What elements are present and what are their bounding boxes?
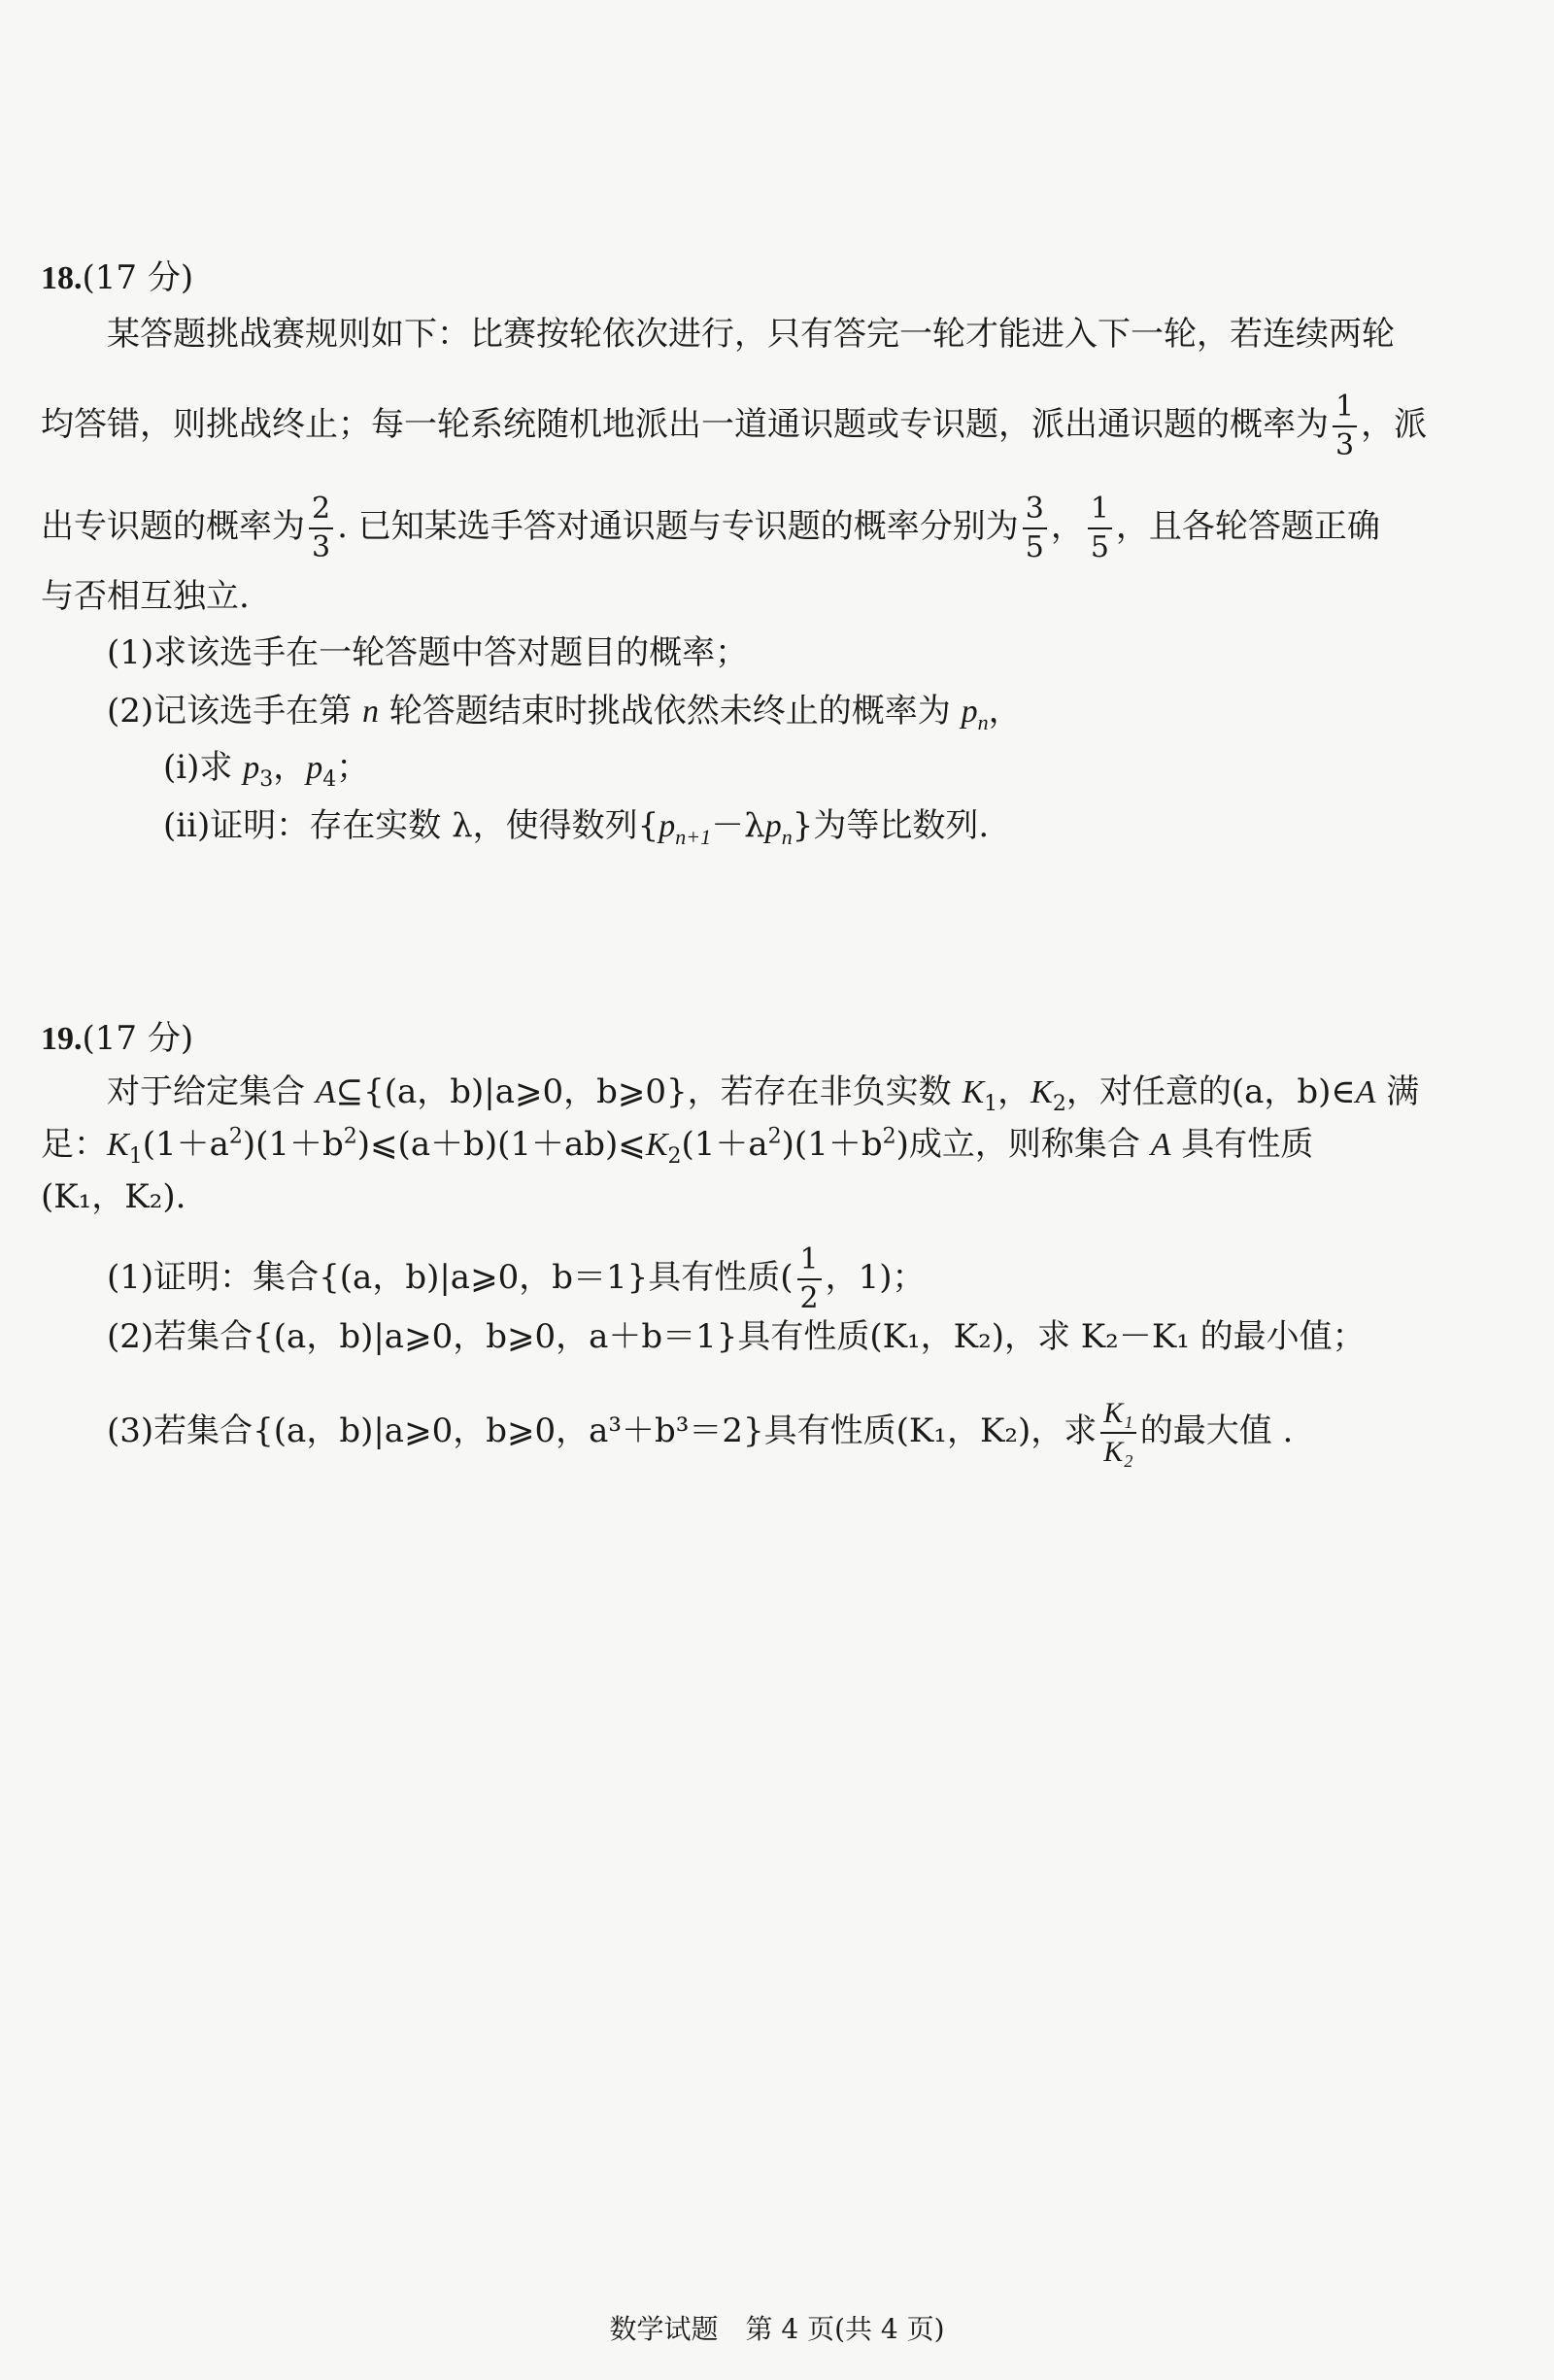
- q18-line1: 某答题挑战赛规则如下：比赛按轮依次进行，只有答完一轮才能进入下一轮，若连续两轮: [107, 315, 1395, 354]
- q19-number: 19.: [41, 1021, 83, 1057]
- q19-part1: (1)证明：集合{(a，b)|a⩾0，b＝1}具有性质( $\frac{1}{2}$ ，1)；: [107, 1242, 926, 1315]
- fraction-k1-k2: $\frac{\text{K₁}}{\text{K₂}}$: [1100, 1395, 1135, 1471]
- q18-line2: 均答错，则挑战终止；每一轮系统随机地派出一道通识题或专识题，派出通识题的概率为 $\frac{1}{3}$ ，派: [41, 390, 1428, 462]
- q19-part3: (3)若集合{(a，b)|a⩾0，b⩾0，a³＋b³＝2}具有性质(K₁，K₂)，求 $\frac{\text{K₁}}{\text{K₂}}$ 的最大值 .: [107, 1395, 1486, 1471]
- q19-line1: 对于给定集合 A⊆{(a，b)|a⩾0，b⩾0}，若存在非负实数 $K_1$，$K_2$，对任意的(a，b)∈A 满: [107, 1072, 1420, 1116]
- q18-part2: (2)记该选手在第 n 轮答题结束时挑战依然未终止的概率为 $p_n$，: [107, 692, 1022, 734]
- fraction-1-2: $\frac{1}{2}$: [797, 1241, 822, 1317]
- q18-part2-i: (i)求 $p_3$，$p_4$；: [163, 748, 370, 792]
- fraction-2-3: $\frac{2}{3}$: [309, 491, 333, 566]
- q19-line3: (K₁，K₂).: [41, 1177, 186, 1216]
- fraction-1-5: $\frac{1}{5}$: [1088, 491, 1112, 566]
- q19-part2: (2)若集合{(a，b)|a⩾0，b⩾0，a＋b＝1}具有性质(K₁，K₂)，求 K₂－K₁ 的最小值；: [107, 1317, 1366, 1356]
- q19-points: (17 分): [82, 1019, 194, 1058]
- fraction-3-5: $\frac{3}{5}$: [1023, 491, 1047, 566]
- q18-points: (17 分): [82, 258, 194, 297]
- q18-number: 18.: [41, 260, 83, 296]
- page-footer: 数学试题 第 4 页(共 4 页): [609, 2313, 945, 2345]
- q18-line3: 出专识题的概率为 $\frac{2}{3}$ . 已知某选手答对通识题与专识题的概率分别为 $\frac{3}{5}$ ， $\frac{1}{5}$ ，且各轮答题正确: [41, 492, 1380, 564]
- q18-part1: (1)求该选手在一轮答题中答对题目的概率；: [107, 633, 749, 672]
- fraction-1-3: $\frac{1}{3}$: [1333, 389, 1357, 464]
- q18-part2-ii: (ii)证明：存在实数 λ，使得数列$\{p_{n+1}-\lambda p_n\}$为等比数列.: [163, 806, 990, 849]
- q18-line4: 与否相互独立.: [41, 577, 250, 616]
- q19-line2: 足：$K_1(1+a^2)(1+b^2)⩽(a+b)(1+ab)⩽K_2(1+a^2)(1+b^2)$成立，则称集合 A 具有性质: [41, 1124, 1314, 1169]
- q19-header: [41, 1015, 1420, 1063]
- q18-header: [41, 255, 1420, 302]
